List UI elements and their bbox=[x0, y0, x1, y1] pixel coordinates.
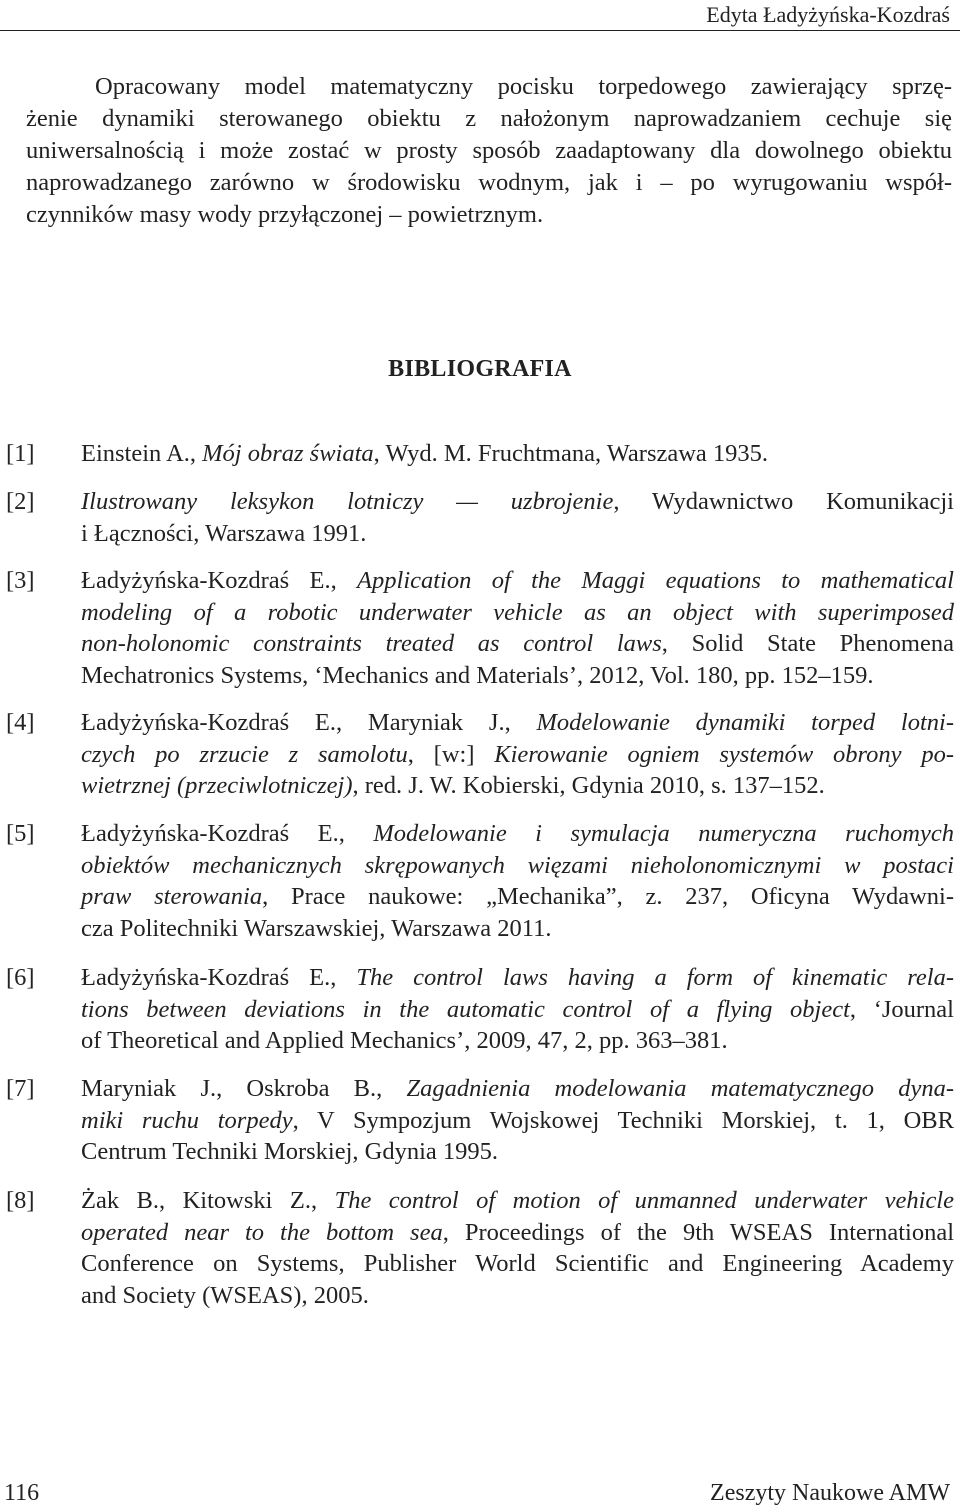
reference-number: [3] bbox=[6, 567, 35, 594]
italic-title-text: Application of the Maggi equations to mathematical bbox=[357, 567, 954, 594]
italic-title-text: wietrznej (przeciwlotniczej) bbox=[81, 772, 353, 799]
reference-number: [4] bbox=[6, 709, 35, 736]
reference-text bbox=[81, 1073, 954, 1168]
reference-line bbox=[81, 486, 954, 518]
reference-line bbox=[81, 913, 954, 945]
journal-name: Zeszyty Naukowe AMW bbox=[710, 1480, 950, 1506]
reference-segment: , V Sympozjum Wojskowej Techniki Morskiej, t. 1, OBR bbox=[292, 1106, 954, 1134]
running-header bbox=[0, 0, 960, 30]
italic-title-text: modeling of a robotic underwater vehicle as an object with superimposed bbox=[81, 598, 954, 626]
reference-segment: Ładyżyńska-Kozdraś E., bbox=[81, 567, 358, 594]
reference-number: [5] bbox=[6, 820, 35, 847]
reference-segment: Żak B., Kitowski Z., bbox=[81, 1187, 335, 1214]
reference-line bbox=[81, 1073, 954, 1105]
reference-text bbox=[81, 962, 954, 1057]
italic-title-text: The control laws having a form of kinematic rela- bbox=[356, 964, 954, 991]
italic-title-text: praw sterowania bbox=[81, 883, 263, 910]
paragraph-line: czynników masy wody przyłączonej – powietrznym. bbox=[26, 201, 544, 228]
italic-title-text: miki ruchu torpedy bbox=[81, 1106, 293, 1134]
reference-segment: , Prace naukowe: „Mechanika”, z. 237, Oficyna Wydawni- bbox=[262, 883, 954, 910]
reference-line bbox=[81, 628, 954, 660]
italic-title-text: tions between deviations in the automatic control of a flying object bbox=[81, 995, 850, 1023]
paragraph-line: naprowadzanego zarówno w środowisku wodnym, jak i – po wyrugowaniu współ- bbox=[26, 169, 952, 196]
reference-text bbox=[81, 438, 954, 470]
paragraph-line: żenie dynamiki sterowanego obiektu z nałożonym naprowadzaniem cechuje się bbox=[26, 105, 952, 132]
reference-segment: , Proceedings of the 9th WSEAS International bbox=[442, 1218, 955, 1246]
italic-title-text: non-holonomic constraints treated as control laws bbox=[81, 630, 662, 657]
reference-text bbox=[81, 818, 954, 944]
reference-text bbox=[81, 707, 954, 802]
reference-segment: Centrum Techniki Morskiej, Gdynia 1995. bbox=[81, 1138, 499, 1165]
reference-segment: i Łączności, Warszawa 1991. bbox=[81, 519, 367, 547]
reference-segment: , Wydawnictwo Komunikacji bbox=[613, 488, 954, 515]
reference-segment: cza Politechniki Warszawskiej, Warszawa 2011. bbox=[81, 914, 552, 942]
reference-line bbox=[81, 881, 954, 913]
reference-segment: Conference on Systems, Publisher World Scientific and Engineering Academy bbox=[81, 1250, 954, 1277]
italic-title-text: operated near to the bottom sea bbox=[81, 1218, 443, 1246]
reference-text bbox=[81, 1185, 954, 1311]
italic-title-text: Modelowanie dynamiki torped lotni- bbox=[536, 709, 954, 736]
reference-segment: Einstein A., bbox=[81, 440, 203, 467]
reference-line bbox=[81, 438, 954, 470]
reference-number: [8] bbox=[6, 1187, 35, 1214]
reference-segment: , Wyd. M. Fruchtmana, Warszawa 1935. bbox=[373, 440, 769, 467]
reference-line bbox=[81, 1280, 954, 1312]
reference-number: [7] bbox=[6, 1075, 35, 1102]
reference-text bbox=[81, 486, 954, 549]
reference-line bbox=[81, 818, 954, 850]
italic-title-text: Modelowanie i symulacja numeryczna ruchomych bbox=[373, 820, 954, 847]
paragraph-line: Opracowany model matematyczny pocisku torpedowego zawierający sprzę- bbox=[95, 73, 952, 100]
reference-segment: of Theoretical and Applied Mechanics’, 2009, 47, 2, pp. 363–381. bbox=[81, 1027, 728, 1054]
header-rule bbox=[0, 30, 960, 31]
reference-segment: Maryniak J., Oskroba B., bbox=[81, 1075, 407, 1102]
reference-number: [2] bbox=[6, 488, 35, 515]
reference-line bbox=[81, 1025, 954, 1057]
italic-title-text: The control of motion of unmanned underwater vehicle bbox=[334, 1187, 954, 1214]
reference-line bbox=[81, 1105, 954, 1137]
page-number: 116 bbox=[4, 1480, 40, 1506]
header-author: Edyta Ładyżyńska-Kozdraś bbox=[706, 2, 950, 27]
reference-segment: , Solid State Phenomena bbox=[661, 630, 954, 657]
italic-title-text: czych po zrzucie z samolotu bbox=[81, 740, 408, 768]
reference-line bbox=[81, 565, 954, 597]
reference-segment: Ładyżyńska-Kozdraś E., Maryniak J., bbox=[81, 709, 537, 736]
italic-title-text: obiektów mechanicznych skrępowanych więzami nieholonomicznymi w postaci bbox=[81, 851, 954, 879]
reference-line bbox=[81, 962, 954, 994]
bibliography-heading: BIBLIOGRAFIA bbox=[388, 356, 572, 382]
italic-title-text: Kierowanie ogniem systemów obrony po- bbox=[494, 740, 954, 768]
reference-line bbox=[81, 850, 954, 882]
reference-segment: , [w:] bbox=[407, 740, 495, 768]
reference-line bbox=[81, 1136, 954, 1168]
reference-segment: , red. J. W. Kobierski, Gdynia 2010, s. 137–152. bbox=[352, 772, 825, 799]
italic-title-text: Zagadnienia modelowania matematycznego dyna- bbox=[406, 1075, 955, 1102]
reference-line bbox=[81, 1185, 954, 1217]
reference-number: [1] bbox=[6, 440, 35, 467]
reference-line bbox=[81, 707, 954, 739]
paragraph-line: uniwersalnością i może zostać w prosty sposób zaadaptowany dla dowolnego obiektu bbox=[26, 137, 952, 164]
reference-line bbox=[81, 1248, 954, 1280]
reference-number: [6] bbox=[6, 964, 35, 991]
reference-line bbox=[81, 518, 954, 550]
reference-segment: Ładyżyńska-Kozdraś E., bbox=[81, 964, 357, 991]
reference-line bbox=[81, 770, 954, 802]
reference-segment: Mechatronics Systems, ‘Mechanics and Materials’, 2012, Vol. 180, pp. 152–159. bbox=[81, 661, 874, 689]
reference-segment: , ‘Journal bbox=[849, 995, 954, 1023]
reference-segment: Ładyżyńska-Kozdraś E., bbox=[81, 820, 374, 847]
reference-text bbox=[81, 565, 954, 691]
italic-title-text: Mój obraz świata bbox=[202, 440, 374, 467]
body-paragraph bbox=[26, 71, 952, 231]
reference-line bbox=[81, 1217, 954, 1249]
reference-segment: and Society (WSEAS), 2005. bbox=[81, 1281, 369, 1309]
reference-line bbox=[81, 739, 954, 771]
reference-line bbox=[81, 597, 954, 629]
reference-line bbox=[81, 994, 954, 1026]
italic-title-text: Ilustrowany leksykon lotniczy — uzbrojenie bbox=[81, 488, 614, 515]
reference-line bbox=[81, 660, 954, 692]
